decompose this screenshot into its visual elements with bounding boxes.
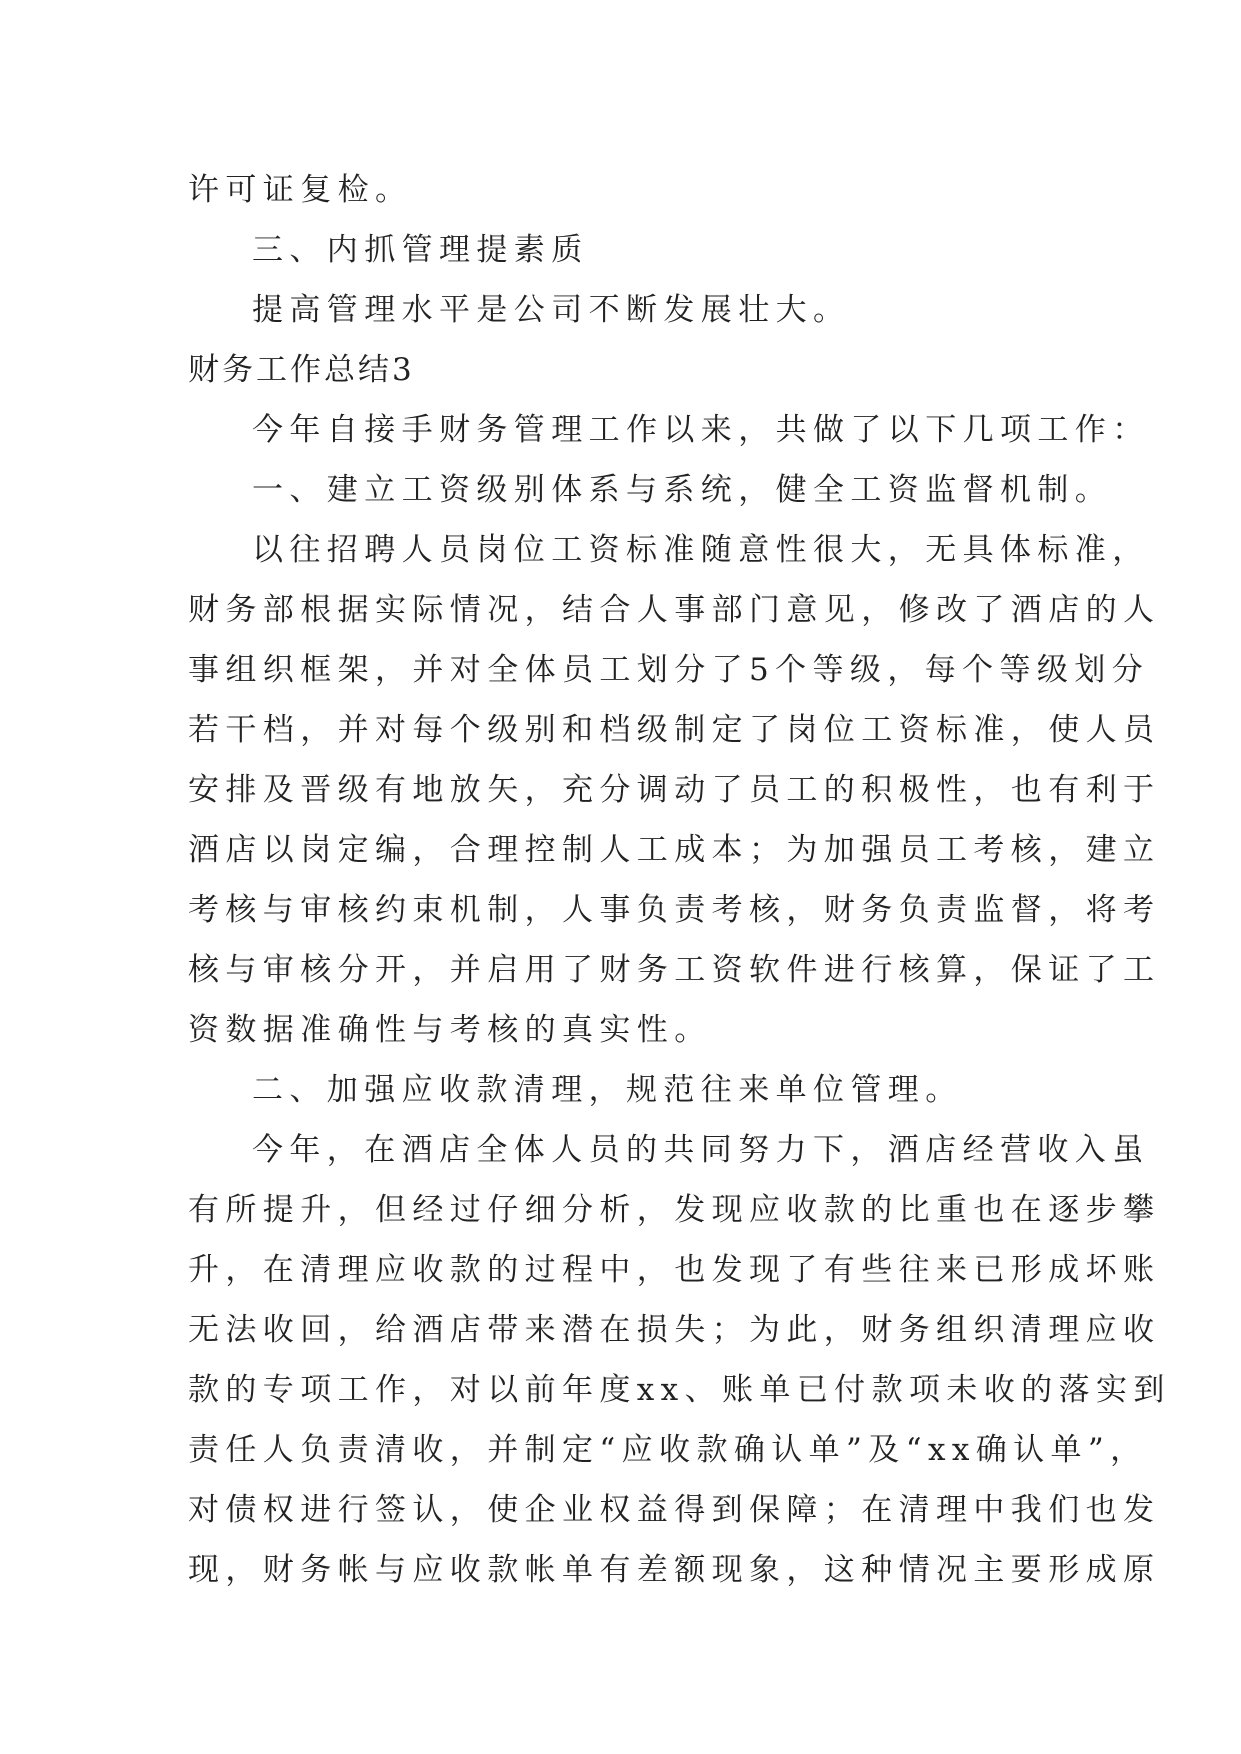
paragraph-line: 许可证复检。 — [188, 172, 413, 208]
document-title: 财务工作总结3 — [188, 352, 415, 388]
paragraph-line: 有所提升，但经过仔细分析，发现应收款的比重也在逐步攀 — [188, 1192, 1161, 1228]
paragraph-line: 安排及晋级有地放矢，充分调动了员工的积极性，也有利于 — [188, 772, 1161, 808]
section-heading: 二、加强应收款清理，规范往来单位管理。 — [252, 1072, 963, 1108]
document-body — [188, 160, 1171, 1600]
paragraph-line: 资数据准确性与考核的真实性。 — [188, 1012, 712, 1048]
paragraph-line: 升，在清理应收款的过程中，也发现了有些往来已形成坏账 — [188, 1252, 1161, 1288]
paragraph-line: 考核与审核约束机制，人事负责考核，财务负责监督，将考 — [188, 892, 1161, 928]
paragraph-line: 提高管理水平是公司不断发展壮大。 — [252, 292, 851, 328]
paragraph-line: 今年自接手财务管理工作以来，共做了以下几项工作： — [252, 412, 1150, 448]
paragraph-line: 以往招聘人员岗位工资标准随意性很大，无具体标准， — [252, 532, 1150, 568]
paragraph-line: 现，财务帐与应收款帐单有差额现象，这种情况主要形成原 — [188, 1552, 1161, 1588]
paragraph-line: 酒店以岗定编，合理控制人工成本；为加强员工考核，建立 — [188, 832, 1161, 868]
paragraph-line: 若干档，并对每个级别和档级制定了岗位工资标准，使人员 — [188, 712, 1161, 748]
section-heading: 一、建立工资级别体系与系统，健全工资监督机制。 — [252, 472, 1113, 508]
paragraph-line: 责任人负责清收，并制定“应收款确认单”及“xx确认单”， — [188, 1432, 1148, 1468]
paragraph-line: 今年，在酒店全体人员的共同努力下，酒店经营收入虽 — [252, 1132, 1150, 1168]
paragraph-line: 款的专项工作，对以前年度xx、账单已付款项未收的落实到 — [188, 1372, 1171, 1408]
paragraph-line: 事组织框架，并对全体员工划分了5个等级，每个等级划分 — [188, 652, 1150, 688]
paragraph-line: 对债权进行签认，使企业权益得到保障；在清理中我们也发 — [188, 1492, 1161, 1528]
paragraph-line: 财务部根据实际情况，结合人事部门意见，修改了酒店的人 — [188, 592, 1161, 628]
paragraph-line: 核与审核分开，并启用了财务工资软件进行核算，保证了工 — [188, 952, 1161, 988]
paragraph-line: 无法收回，给酒店带来潜在损失；为此，财务组织清理应收 — [188, 1312, 1161, 1348]
section-heading: 三、内抓管理提素质 — [252, 232, 589, 268]
